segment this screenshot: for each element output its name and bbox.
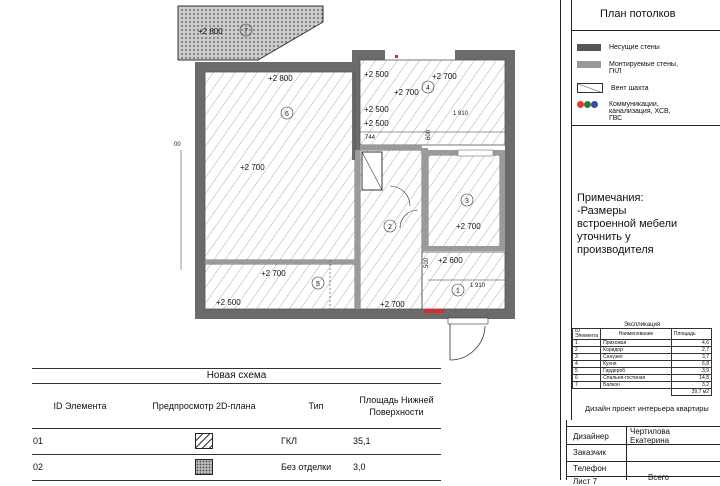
explication-header: Наименование: [601, 329, 672, 340]
explication-cell: 6,8: [671, 361, 711, 368]
height-label: +2 800: [198, 27, 223, 36]
height-label: +2 800: [268, 74, 293, 83]
schema-title: Новая схема: [32, 368, 441, 384]
schema-type: ГКЛ: [280, 428, 352, 454]
comms-legend-icon: [577, 101, 601, 110]
dimension-label: 600: [426, 129, 432, 140]
title-block-label: Дизайнер: [573, 432, 609, 441]
room-number: 4: [426, 85, 430, 92]
legend-label: Несущие стены: [608, 44, 660, 52]
ceiling-schema: [32, 368, 441, 481]
height-label: +2 500: [364, 119, 389, 128]
explication-cell: Спальня-гостиная: [601, 375, 672, 382]
unfinished-swatch-icon: [195, 459, 213, 475]
room-number: 6: [285, 111, 289, 118]
schema-row: [32, 454, 441, 480]
schema-table: [32, 384, 441, 481]
legend-swatch: [577, 61, 601, 68]
height-label: +2 700: [261, 269, 286, 278]
height-label: +2 500: [216, 298, 241, 307]
explication-cell: 3: [573, 354, 601, 361]
project-title: Дизайн проект интерьера квартиры: [585, 404, 709, 413]
dimension-label: 00: [174, 142, 181, 148]
explication-cell: Прихожая: [601, 340, 672, 347]
title-block-label: Телефон: [573, 464, 607, 473]
title-block-label: Заказчик: [573, 448, 606, 457]
schema-header: Тип: [280, 384, 352, 428]
height-label: +2 700: [394, 88, 419, 97]
height-label: +2 700: [456, 222, 481, 231]
room-number: 2: [388, 224, 392, 231]
notes-title: Примечания:: [577, 192, 644, 204]
notes: [577, 192, 677, 257]
legend-label: Монтируемые стены, ГКЛ: [608, 61, 678, 75]
explication-title: Экспликация: [623, 322, 661, 328]
schema-area: 3,0: [352, 454, 441, 480]
dimension-label: 1 910: [453, 111, 469, 117]
height-label: +2 600: [438, 256, 463, 265]
height-label: +2 700: [432, 72, 457, 81]
height-label: +2 700: [380, 300, 405, 309]
explication-cell: 7: [573, 382, 601, 389]
notes-line: производителя: [577, 244, 654, 256]
explication-cell: 6: [573, 375, 601, 382]
explication-cell: 14,8: [671, 375, 711, 382]
explication-cell: 2,7: [671, 347, 711, 354]
explication-cell: 3,9: [671, 368, 711, 375]
explication-cell: Коридор: [601, 347, 672, 354]
dimension-label: 744: [365, 135, 376, 141]
height-label: +2 500: [364, 105, 389, 114]
explication-cell: Балкон: [601, 382, 672, 389]
schema-header: Предпросмотр 2D-плана: [128, 384, 280, 428]
explication-cell: 3,7: [671, 354, 711, 361]
schema-header: ID Элемента: [32, 384, 128, 428]
notes-line: встроенной мебели: [577, 218, 678, 230]
entrance-door: [450, 319, 485, 360]
legend-swatch: [577, 44, 601, 51]
explication-cell: 1: [573, 340, 601, 347]
height-label: +2 700: [240, 163, 265, 172]
schema-type: Без отделки: [280, 454, 352, 480]
explication-cell: Гардероб: [601, 368, 672, 375]
notes-line: -Размеры: [577, 205, 627, 217]
explication-cell: 4: [573, 361, 601, 368]
legend-label: Вент шахта: [610, 84, 649, 92]
dimension-label: 500: [424, 257, 430, 268]
schema-header: Площадь Нижней Поверхности: [352, 384, 441, 428]
height-label: +2 500: [364, 70, 389, 79]
explication-cell: 3,2: [671, 382, 711, 389]
explication-header: Площадь: [671, 329, 711, 340]
explication-table: [572, 328, 712, 396]
explication: [572, 322, 712, 396]
explication-cell: 2: [573, 347, 601, 354]
schema-area: 35,1: [352, 428, 441, 454]
title-block-value: Чертилова Екатерина: [630, 427, 671, 445]
vent-legend-icon: [577, 83, 603, 93]
schema-id: 01: [32, 428, 128, 454]
explication-cell: Санузел: [601, 354, 672, 361]
explication-cell: 4,6: [671, 340, 711, 347]
title-block-value: Всего: [648, 473, 669, 482]
room-number: 5: [316, 281, 320, 288]
dimension-label: 1 910: [470, 283, 486, 289]
notes-line: уточнить у: [577, 231, 631, 243]
legend-label: Коммуникации, канализация, ХСВ, ГВС: [608, 101, 671, 122]
schema-id: 02: [32, 454, 128, 480]
explication-header: ID Элемента: [573, 329, 601, 340]
title-block-label: Лист 7: [573, 477, 598, 486]
explication-cell: Кухня: [601, 361, 672, 368]
sheet-title: План потолков: [600, 8, 676, 20]
explication-cell: 5: [573, 368, 601, 375]
room-number: 7: [244, 28, 248, 35]
schema-row: [32, 428, 441, 454]
room-number: 1: [456, 288, 460, 295]
gkl-swatch-icon: [195, 433, 213, 449]
explication-total: 39,7 м2: [671, 389, 711, 396]
room-number: 3: [465, 198, 469, 205]
